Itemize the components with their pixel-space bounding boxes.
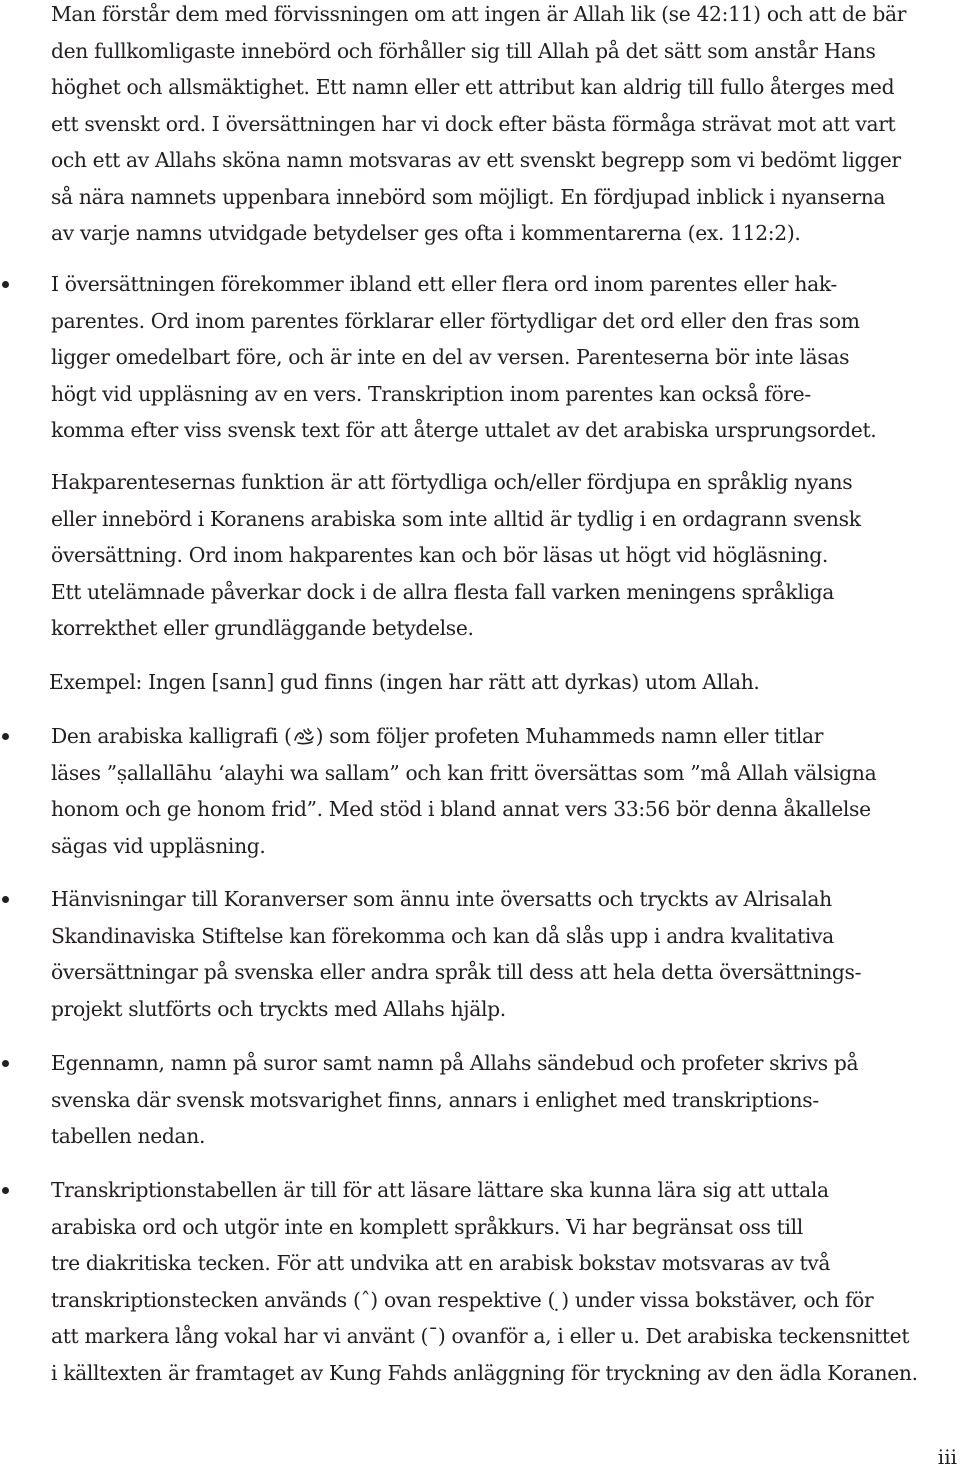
text-line: svenska där svensk motsvarighet finns, annars i enlighet med transkriptions- bbox=[51, 1087, 819, 1112]
text-line: Ett utelämnade påverkar dock i de allra flesta fall varken meningens språkliga bbox=[51, 579, 834, 604]
text-line: läses ”ṣallallāhu ‘alayhi wa sallam” och kan fritt översättas som ”må Allah välsigna bbox=[51, 760, 877, 785]
bullet-marker bbox=[2, 718, 12, 728]
calligraphy-text-before: Den arabiska kalligrafi ( bbox=[51, 724, 292, 748]
text-line: översättningar på svenska eller andra språk till dess att hela detta översättnings- bbox=[51, 960, 862, 984]
text-line: Man förstår dem med förvissningen om att ingen är Allah lik (se 42:11) och att de bär bbox=[51, 2, 907, 26]
text-line: Exempel: Ingen [sann] gud finns (ingen har rätt att dyrkas) utom Allah. bbox=[49, 670, 760, 694]
text-line bbox=[51, 718, 957, 755]
text-line: den fullkomligaste innebörd och förhåller sig till Allah på det sätt som anstår Hans bbox=[51, 38, 876, 63]
bullet-marker bbox=[2, 1045, 12, 1055]
calligraphy-text-after: ) som följer profeten Muhammeds namn eller titlar bbox=[315, 724, 824, 748]
text-line: parentes. Ord inom parentes förklarar eller förtydligar det ord eller den fras som bbox=[51, 308, 860, 333]
text-line: I översättningen förekommer ibland ett eller flera ord inom parentes eller hak- bbox=[51, 272, 837, 296]
bullet-marker bbox=[2, 266, 12, 276]
list-item-proper-names bbox=[51, 1045, 957, 1155]
salawat-calligraphy-icon bbox=[292, 725, 316, 747]
text-line: ligger omedelbart före, och är inte en del av versen. Parenteserna bör inte läsas bbox=[51, 345, 850, 369]
text-line: högt vid uppläsning av en vers. Transkription inom parentes kan också före- bbox=[51, 381, 811, 406]
text-line: korrekthet eller grundläggande betydelse. bbox=[51, 616, 474, 640]
bullet-marker bbox=[2, 881, 12, 891]
text-line: i källtexten är framtaget av Kung Fahds anläggning för tryckning av den ädla Koranen. bbox=[51, 1360, 918, 1385]
text-line: Egennamn, namn på suror samt namn på Allahs sändebud och profeter skrivs på bbox=[51, 1051, 859, 1075]
text-line: Transkriptionstabellen är till för att läsare lättare ska kunna lära sig att uttala bbox=[51, 1178, 829, 1202]
text-line: Skandinaviska Stiftelse kan förekomma och kan då slås upp i andra kvalitativa bbox=[51, 923, 834, 948]
text-line: att markera lång vokal har vi använt (¯) ovanför a, i eller u. Det arabiska teckensnittet bbox=[51, 1324, 910, 1348]
paragraph-allah-names bbox=[51, 0, 957, 252]
text-line: höghet och allsmäktighet. Ett namn eller ett attribut kan aldrig till fullo återges med bbox=[51, 75, 895, 99]
list-item-references bbox=[51, 881, 957, 1027]
text-line: tabellen nedan. bbox=[51, 1124, 206, 1148]
text-line: och ett av Allahs sköna namn motsvaras av ett svenskt begrepp som vi bedömt ligger bbox=[51, 148, 901, 172]
paragraph-brackets bbox=[51, 464, 957, 647]
page-number: iii bbox=[937, 1445, 957, 1469]
list-item-parentheses bbox=[51, 266, 957, 449]
text-line: Hänvisningar till Koranverser som ännu inte översatts och tryckts av Alrisalah bbox=[51, 887, 832, 911]
text-line: ett svenskt ord. I översättningen har vi dock efter bästa förmåga strävat mot att vart bbox=[51, 111, 896, 136]
list-item-calligraphy bbox=[51, 718, 957, 864]
text-line: arabiska ord och utgör inte en komplett språkkurs. Vi har begränsat oss till bbox=[51, 1214, 803, 1239]
text-line: sägas vid uppläsning. bbox=[51, 833, 266, 858]
list-item-transcription bbox=[51, 1172, 957, 1391]
text-line: transkriptionstecken används (ˆ) ovan respektive ( ̣) under vissa bokstäver, och för bbox=[51, 1287, 874, 1312]
bullet-marker bbox=[2, 1172, 12, 1182]
text-line: komma efter viss svensk text för att återge uttalet av det arabiska ursprungsordet. bbox=[51, 418, 877, 442]
text-line: projekt slutförts och tryckts med Allahs hjälp. bbox=[51, 996, 506, 1021]
text-line: översättning. Ord inom hakparentes kan och bör läsas ut högt vid högläsning. bbox=[51, 543, 828, 567]
text-line: av varje namns utvidgade betydelser ges ofta i kommentarerna (ex. 112:2). bbox=[51, 221, 801, 245]
text-line: så nära namnets uppenbara innebörd som möjligt. En fördjupad inblick i nyanserna bbox=[51, 184, 886, 209]
text-line: eller innebörd i Koranens arabiska som inte alltid är tydlig i en ordagrann svensk bbox=[51, 506, 861, 531]
text-line: tre diakritiska tecken. För att undvika att en arabisk bokstav motsvaras av två bbox=[51, 1251, 831, 1275]
example-sentence bbox=[49, 664, 955, 701]
text-line: Hakparentesernas funktion är att förtydliga och/eller fördjupa en språklig nyans bbox=[51, 470, 853, 494]
text-line: honom och ge honom frid”. Med stöd i bland annat vers 33:56 bör denna åkallelse bbox=[51, 797, 871, 821]
